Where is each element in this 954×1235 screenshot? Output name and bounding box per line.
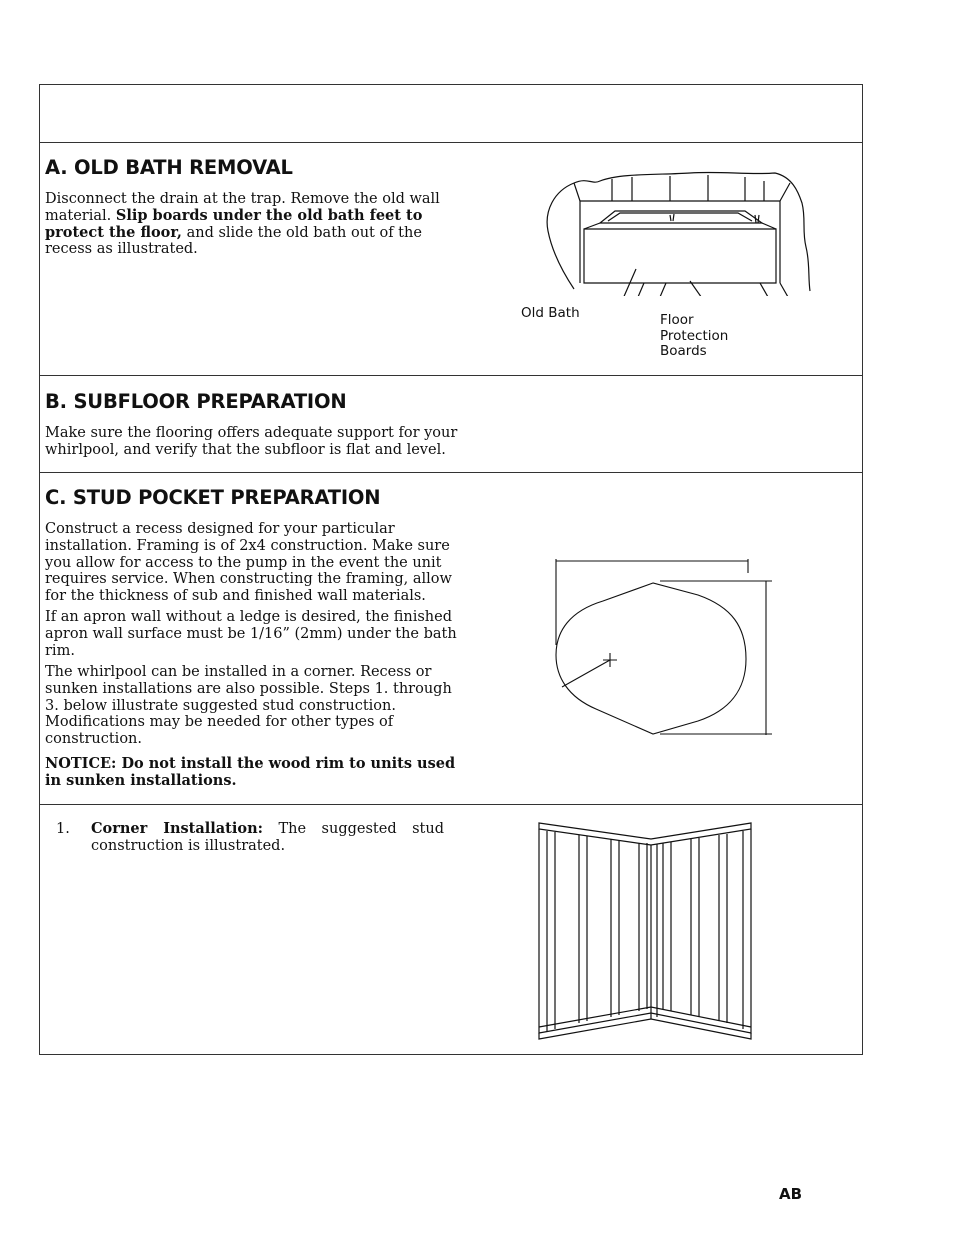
- divider: [40, 472, 862, 473]
- step-corner-installation: [56, 821, 444, 855]
- section-b-text: Make sure the flooring offers adequate support for your whirlpool, and verify that the subfloor is flat and level.: [45, 425, 458, 458]
- section-b-title: B. SUBFLOOR PREPARATION: [45, 390, 347, 413]
- divider: [40, 142, 862, 143]
- section-c-para-1: Construct a recess designed for your particular installation. Framing is of 2x4 construction. Make sure you allow for access to the pump in the event the unit requires service. When constructing the framing, allow for the thickness of sub and finished wall materials.: [45, 521, 452, 605]
- corner-stud-framing-illustration: [535, 821, 755, 1043]
- section-c-title: C. STUD POCKET PREPARATION: [45, 486, 381, 509]
- oval-tub-diagram: [548, 553, 778, 739]
- page-identifier: AB: [779, 1185, 803, 1203]
- step-label: Corner Installation:: [91, 820, 263, 837]
- section-a-title: A. OLD BATH REMOVAL: [45, 156, 293, 179]
- step-text: The suggested stud construction is illustrated.: [91, 821, 444, 854]
- section-a-text: Disconnect the drain at the trap. Remove the old wall material. Slip boards under the old bath feet to protect the floor, and slide the old bath out of the recess as illustrated.: [45, 191, 440, 258]
- section-c-notice: NOTICE: Do not install the wood rim to units used in sunken installations.: [45, 755, 456, 789]
- step-number: 1.: [56, 821, 70, 837]
- divider: [40, 804, 862, 805]
- page-frame: [39, 84, 863, 1055]
- section-c-para-2: If an apron wall without a ledge is desired, the finished apron wall surface must be 1/16” (2mm) under the bath rim.: [45, 609, 457, 659]
- divider: [40, 375, 862, 376]
- old-bath-illustration: [540, 171, 815, 296]
- caption-old-bath: Old Bath: [521, 305, 580, 321]
- section-c-para-3: The whirlpool can be installed in a corner. Recess or sunken installations are also possible. Steps 1. through 3. below illustrate suggested stud construction. Modifications may be needed for other types of construction.: [45, 664, 452, 748]
- caption-floor-protection: Floor Protection Boards: [660, 312, 729, 359]
